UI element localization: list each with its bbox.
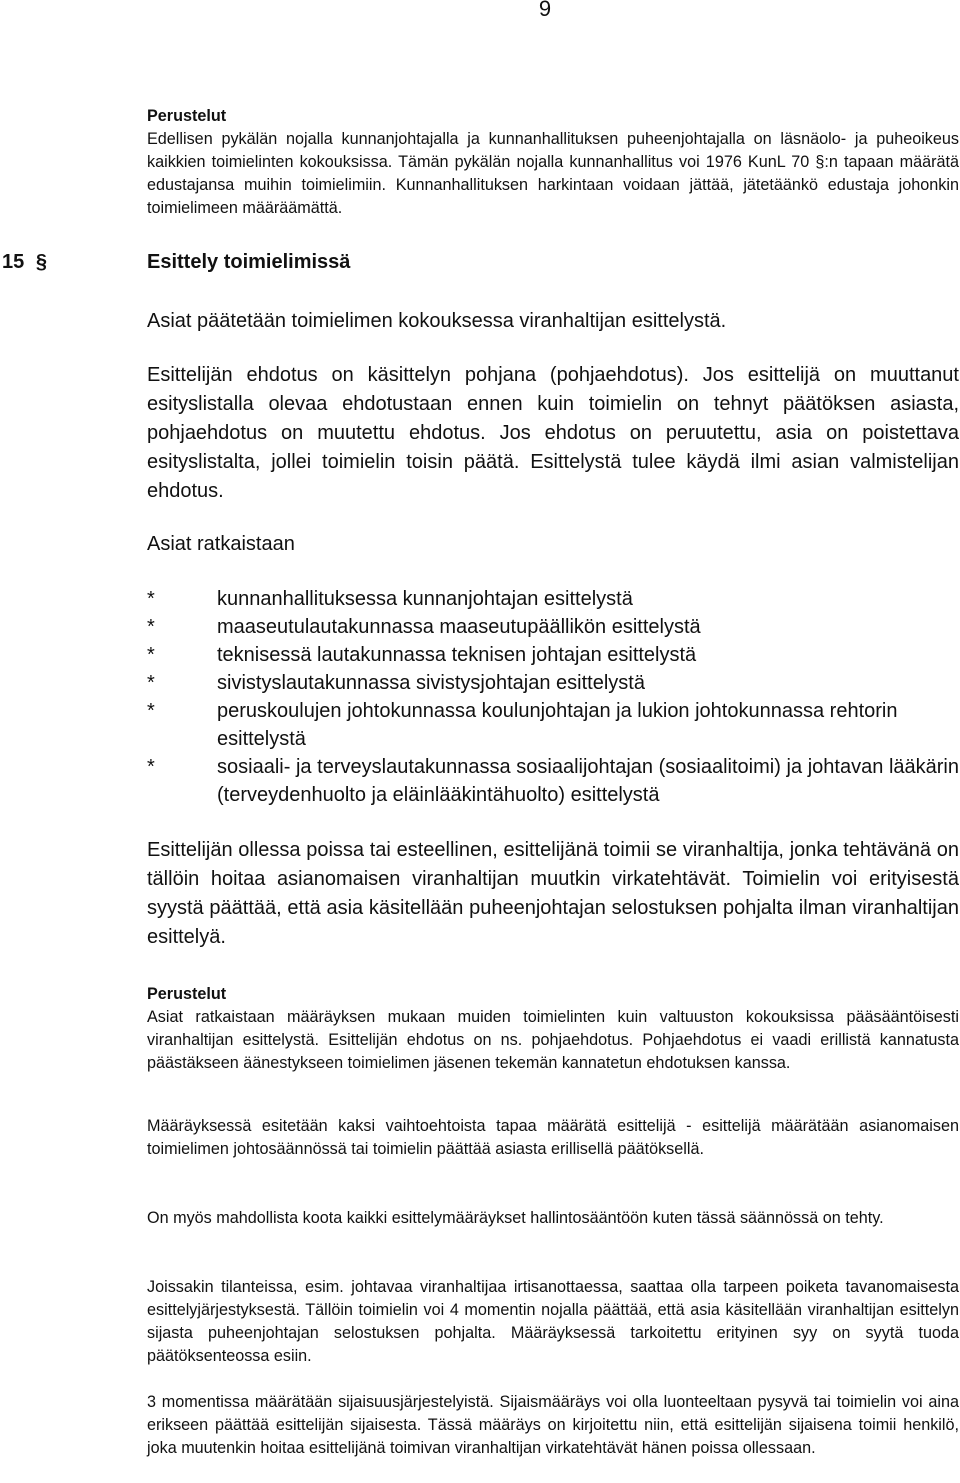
rationale-block-2 bbox=[147, 983, 959, 1075]
paragraph-3: Asiat ratkaistaan bbox=[147, 533, 295, 555]
page-number: 9 bbox=[538, 0, 552, 21]
rationale-paragraph: Asiat ratkaistaan määräyksen mukaan muiden toimielinten kuin valtuuston kokouksissa pääsääntöisesti viranhaltijan esittelystä. Esittelijän ehdotus on ns. pohjaehdotus. Pohjaehdotus ei vaadi erillistä kannatusta päästäkseen äänestykseen toimielimen jäsenen tekemän kannatetun ehdotuksen kanssa. bbox=[147, 1008, 959, 1072]
paragraph-4: Esittelijän ollessa poissa tai esteellinen, esittelijänä toimii se viranhaltija, jonka tehtävänä on tällöin hoitaa asianomaisen viranhaltijan muutkin virkatehtävät. Toimielin voi erityisestä syystä päättää, että asia käsitellään puheenjohtajan selostuksen pohjalta ilman viranhaltijan esittelyä. bbox=[147, 839, 959, 948]
list-item: * teknisessä lautakunnassa teknisen johtajan esittelystä bbox=[147, 644, 697, 666]
presenter-list bbox=[147, 585, 959, 809]
rationale-paragraph: Määräyksessä esitetään kaksi vaihtoehtoista tapaa määrätä esittelijä - esittelijä määrätään asianomaisen toimielimen johtosäännössä tai toimielin päättää asiasta erillisellä päätöksellä. bbox=[147, 1117, 959, 1158]
rationale-paragraph: 3 momentissa määrätään sijaisuusjärjestelyistä. Sijaismääräys voi olla luonteeltaan pysyvä tai toimielin voi aina erikseen päättää esittelijän sijaisesta. Tässä määräys on kirjoitettu niin, että esittelijän sijaisena toimii henkilö, joka muutenkin hoitaa esittelijänä toimivan viranhaltijan virkatehtävät hänen poissa ollessaan. bbox=[147, 1393, 959, 1457]
list-item: * kunnanhallituksessa kunnanjohtajan esittelystä bbox=[147, 588, 633, 610]
rationale-label: Perustelut bbox=[147, 985, 227, 1003]
list-item: * sivistyslautakunnassa sivistysjohtajan esittelystä bbox=[147, 672, 645, 694]
paragraph-1: Asiat päätetään toimielimen kokouksessa viranhaltijan esittelystä. bbox=[147, 310, 727, 332]
rationale-label: Perustelut bbox=[147, 107, 227, 125]
section-number: 15 § bbox=[2, 251, 47, 273]
paragraph-2: Esittelijän ehdotus on käsittelyn pohjana (pohjaehdotus). Jos esittelijä on muuttanut esityslistalla olevaa ehdotustaan ennen kuin toimielin on tehnyt päätöksen asiasta, pohjaehdotus on muutettu ehdotus. Jos ehdotus on peruutettu, asia on poistettava esityslistalta, jollei toimielin toisin päätä. Esittelystä tulee käydä ilmi asian valmistelijan ehdotus. bbox=[147, 364, 959, 502]
rationale-block-1 bbox=[147, 105, 959, 220]
section-title: Esittely toimielimissä bbox=[147, 251, 351, 273]
list-item: * maaseutulautakunnassa maaseutupäällikön esittelystä bbox=[147, 616, 701, 638]
rationale-paragraph: Joissakin tilanteissa, esim. johtavaa viranhaltijaa irtisanottaessa, saattaa olla tarpeen poiketa tavanomaisesta esittelyjärjestyksestä. Tällöin toimielin voi 4 momentin nojalla päättää, että asia käsitellään viranhaltijan esittelyn sijasta puheenjohtajan selostuksen pohjalta. Määräyksessä tarkoitettu erityinen syy on syytä tuoda päätöksenteossa esiin. bbox=[147, 1278, 959, 1365]
rationale-text: Edellisen pykälän nojalla kunnanjohtajalla ja kunnanhallituksen puheenjohtajalla on läsnäolo- ja puheoikeus kaikkien toimielinten kokouksissa. Tämän pykälän nojalla kunnanhallitus voi 1976 KunL 70 §:n tapaan määrätä edustajansa muihin toimielimiin. Kunnanhallituksen harkintaan voidaan jättää, jätetäänkö edustaja johonkin toimielimeen määräämättä. bbox=[147, 130, 959, 217]
list-item: * peruskoulujen johtokunnassa koulunjohtajan ja lukion johtokunnassa rehtorin esittelystä bbox=[147, 700, 898, 750]
rationale-paragraph: On myös mahdollista koota kaikki esittelymääräykset hallintosääntöön kuten tässä säännössä on tehty. bbox=[147, 1209, 884, 1227]
list-item: * sosiaali- ja terveyslautakunnassa sosiaalijohtajan (sosiaalitoimi) ja johtavan lääkärin (terveydenhuolto ja eläinlääkintähuolto) esittelystä bbox=[147, 756, 959, 806]
section-symbol: § bbox=[35, 251, 47, 273]
